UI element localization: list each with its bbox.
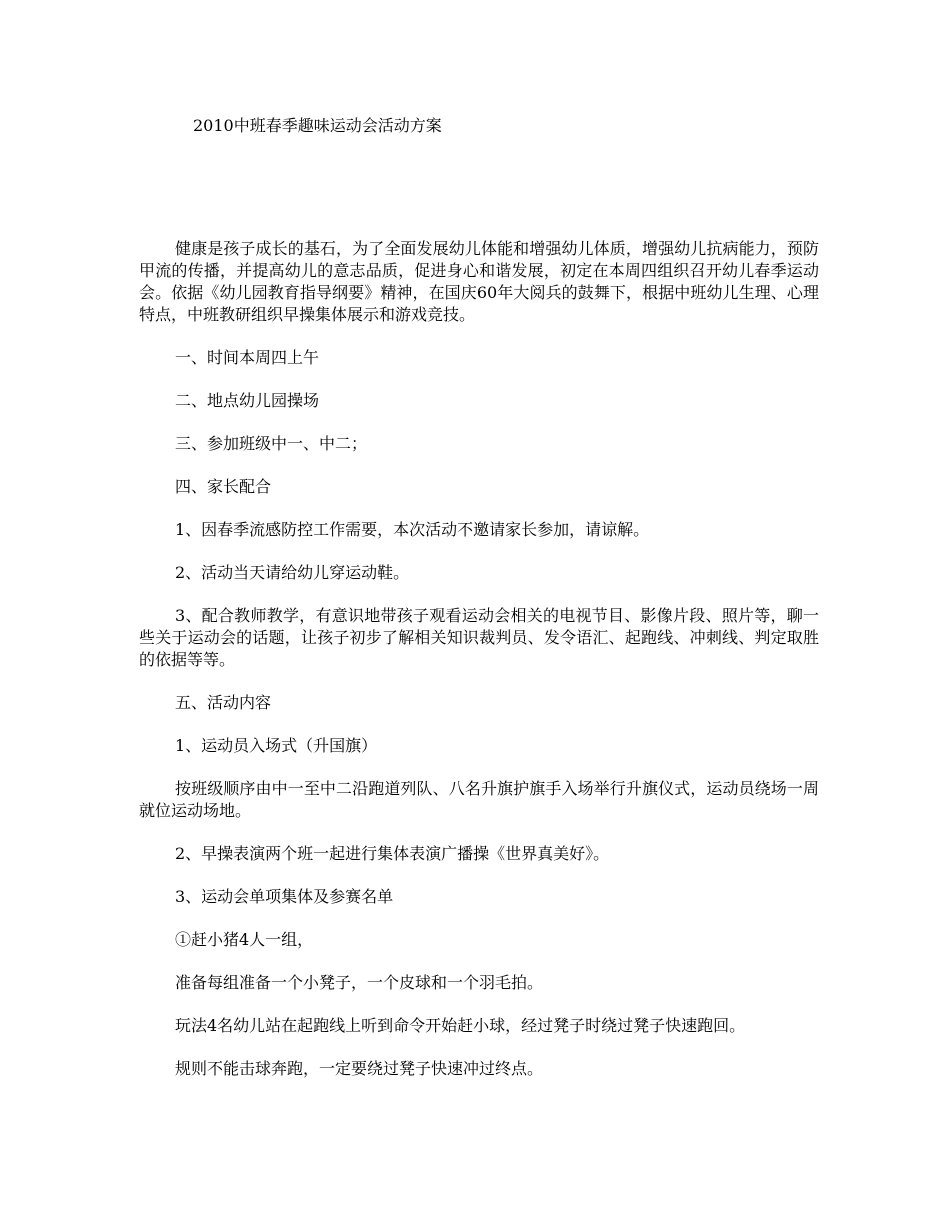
paragraph-game-1-play: 玩法4名幼儿站在起跑线上听到命令开始赶小球，经过凳子时绕过凳子快速跑回。 <box>175 1016 746 1035</box>
paragraph-content-3: 3、运动会单项集体及参赛名单 <box>175 887 394 906</box>
paragraph-location: 二、地点幼儿园操场 <box>175 391 320 410</box>
paragraph-time: 一、时间本周四上午 <box>175 348 320 367</box>
paragraph-content-1-detail: 按班级顺序由中一至中二沿跑道列队、八名升旗护旗手入场举行升旗仪式，运动员绕场一周就位运动场地。 <box>139 779 819 820</box>
paragraph-classes: 三、参加班级中一、中二； <box>175 434 368 453</box>
paragraph-content-2: 2、早操表演两个班一起进行集体表演广播操《世界真美好》。 <box>175 844 610 863</box>
document-body <box>139 238 819 1080</box>
paragraph-content-heading: 五、活动内容 <box>175 693 272 712</box>
paragraph-game-1-prep: 准备每组准备一个小凳子，一个皮球和一个羽毛拍。 <box>175 973 544 992</box>
paragraph-parents-2: 2、活动当天请给幼儿穿运动鞋。 <box>175 563 410 582</box>
paragraph-game-1: ①赶小猪4人一组， <box>175 930 314 949</box>
paragraph-parents-heading: 四、家长配合 <box>175 477 272 496</box>
paragraph-parents-1: 1、因春季流感防控工作需要，本次活动不邀请家长参加，请谅解。 <box>175 520 650 539</box>
paragraph-intro: 健康是孩子成长的基石，为了全面发展幼儿体能和增强幼儿体质，增强幼儿抗病能力，预防甲流的传播，并提高幼儿的意志品质，促进身心和谐发展，初定在本周四组织召开幼儿春季运动会。依据《幼儿园教育指导纲要》精神，在国庆60年大阅兵的鼓舞下，根据中班幼儿生理、心理特点，中班教研组织早操集体展示和游戏竞技。 <box>139 239 819 324</box>
paragraph-content-1: 1、运动员入场式（升国旗） <box>175 736 378 755</box>
paragraph-parents-3: 3、配合教师教学，有意识地带孩子观看运动会相关的电视节目、影像片段、照片等，聊一些关于运动会的话题，让孩子初步了解相关知识裁判员、发令语汇、起跑线、冲刺线、判定取胜的依据等等。 <box>139 606 819 669</box>
paragraph-game-1-rules: 规则不能击球奔跑，一定要绕过凳子快速冲过终点。 <box>175 1059 544 1078</box>
document-title: 2010中班春季趣味运动会活动方案 <box>193 116 442 135</box>
